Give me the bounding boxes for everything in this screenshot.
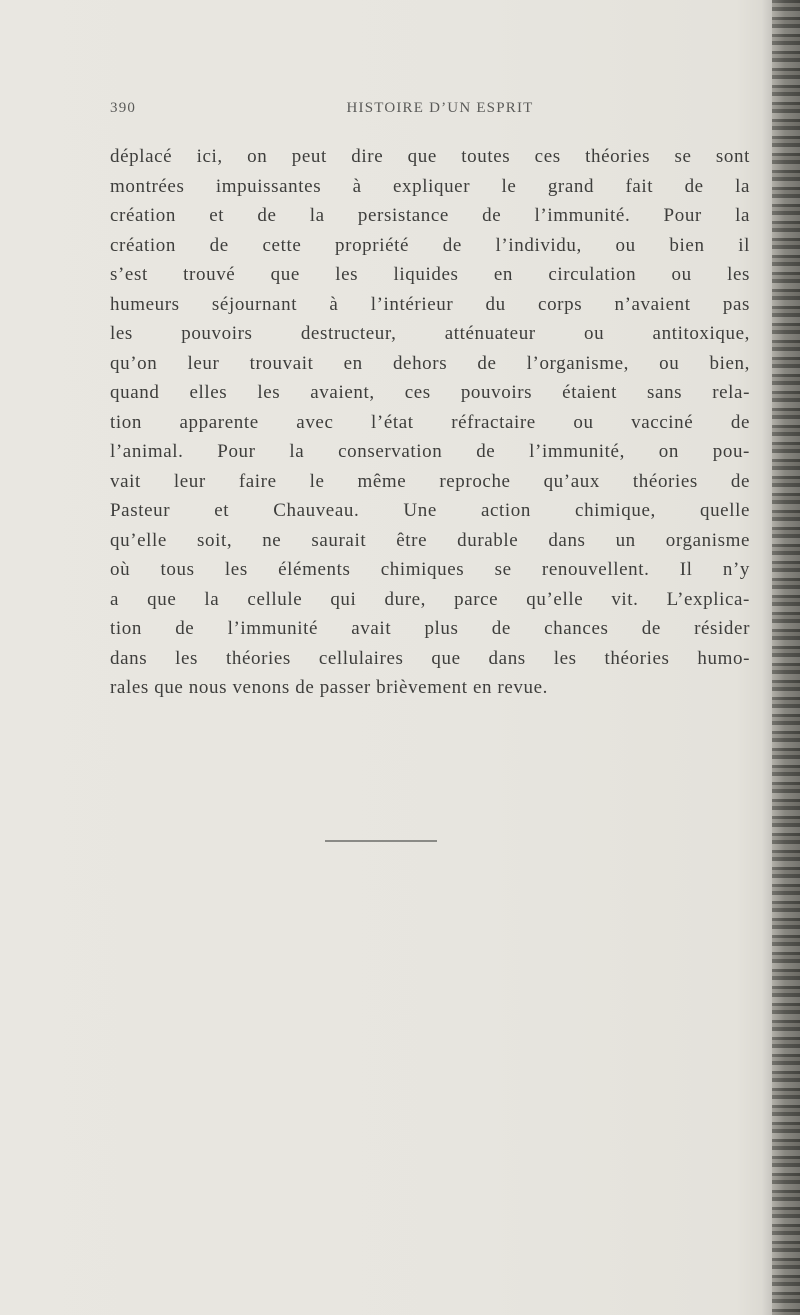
text-line: où tous les éléments chimiques se renouvellent. Il n’y [110, 559, 750, 580]
text-line: s’est trouvé que les liquides en circulation ou les [110, 264, 750, 285]
text-line: a que la cellule qui dure, parce qu’elle vit. L’explica- [110, 588, 750, 610]
running-head [110, 100, 750, 122]
text-line: humeurs séjournant à l’intérieur du corps n’avaient pas [110, 293, 750, 315]
text-line: déplacé ici, on peut dire que toutes ces théories se sont [110, 146, 750, 167]
text-line: montrées impuissantes à expliquer le grand fait de la [110, 175, 750, 197]
text-line: qu’on leur trouvait en dehors de l’organisme, ou bien, [110, 352, 750, 374]
text-line: dans les théories cellulaires que dans les théories humo- [110, 647, 750, 669]
section-rule [325, 840, 437, 842]
text-line: vait leur faire le même reproche qu’aux théories de [110, 470, 750, 492]
text-line: qu’elle soit, ne saurait être durable dans un organisme [110, 529, 750, 551]
text-line: tion de l’immunité avait plus de chances de résider [110, 618, 750, 639]
text-line: quand elles les avaient, ces pouvoirs étaient sans rela- [110, 382, 750, 403]
text-line: création et de la persistance de l’immunité. Pour la [110, 205, 750, 226]
body-paragraph [110, 142, 750, 703]
text-line: Pasteur et Chauveau. Une action chimique, quelle [110, 500, 750, 521]
text-line: tion apparente avec l’état réfractaire ou vacciné de [110, 411, 750, 433]
book-binding-edge [772, 0, 800, 1315]
text-line: rales que nous venons de passer brièvement en revue. [110, 677, 548, 698]
text-line: les pouvoirs destructeur, atténuateur ou antitoxique, [110, 323, 750, 344]
page-number: 390 [110, 100, 137, 116]
running-title: HISTOIRE D’UN ESPRIT [346, 100, 534, 116]
text-line: l’animal. Pour la conservation de l’immunité, on pou- [110, 441, 750, 462]
binding-shadow [762, 0, 772, 1315]
text-line: création de cette propriété de l’individu, ou bien il [110, 234, 750, 256]
